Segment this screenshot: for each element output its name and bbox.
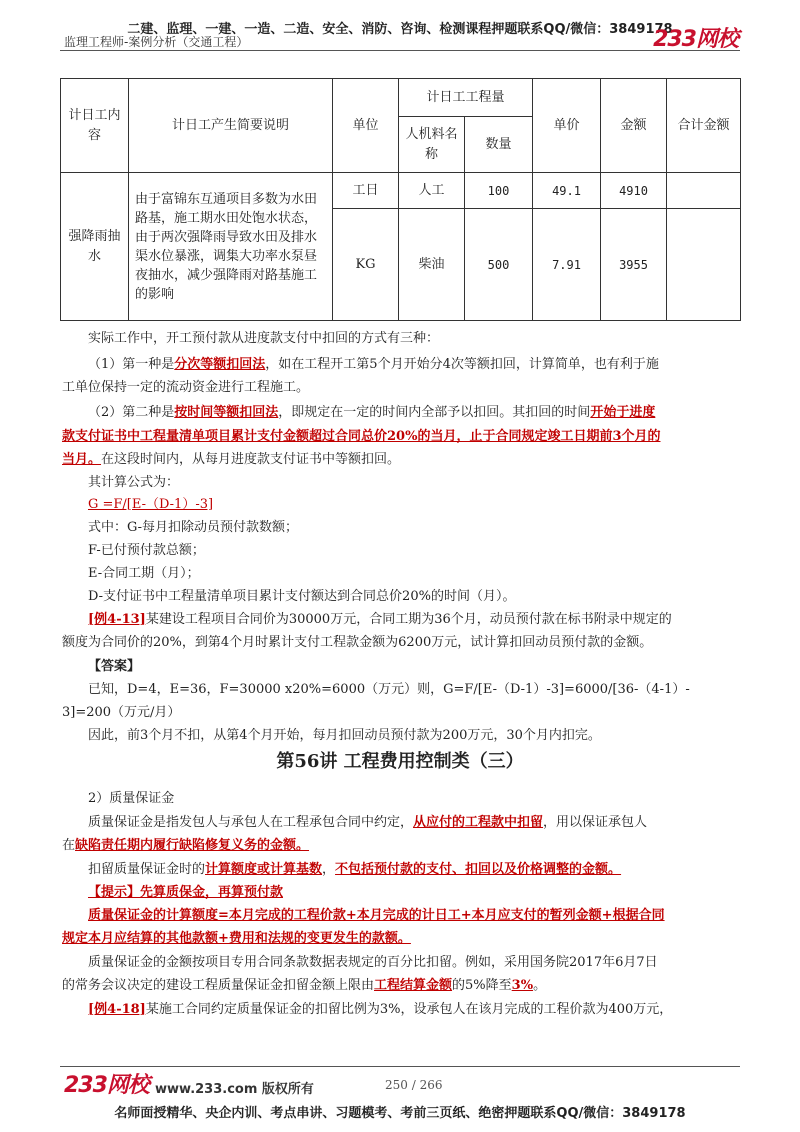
formula-def-f: F-已付预付款总额； [88,543,205,558]
cell-content: 强降雨抽水 [61,173,129,321]
paragraph-retention-rate-cont: 的常务会议决定的建设工程质量保证金扣留金额上限由工程结算金额的5%降至3%。 [62,978,547,993]
header-amount: 金额 [601,79,667,173]
paragraph-retention-rate: 质量保证金的金额按项目专用合同条款数据表规定的百分比扣留。例如，采用国务院2017年6月7日 [88,955,658,970]
paragraph-intro: 实际工作中，开工预付款从进度款支付中扣回的方式有三种： [88,331,440,346]
header-description: 计日工产生简要说明 [129,79,333,173]
table-row [61,173,741,209]
formula-def-g: 式中：G-每月扣除动员预付款数额； [88,520,299,535]
cell-unit-price: 49.1 [533,173,601,209]
formula-def-d: D-支付证书中工程量清单项目累计支付额达到合同总价20%的时间（月）。 [88,589,516,604]
paragraph-retention-def-cont: 在缺陷责任期内履行缺陷修复义务的金额。 [62,838,310,853]
cell-unit: KG [333,209,399,321]
header-item-name: 人机料名称 [399,117,465,173]
footer-divider [60,1066,740,1067]
paragraph-retention-def: 质量保证金是指发包人与承包人在工程承包合同中约定，从应付的工程款中扣留，用以保证承包人 [88,815,648,830]
paragraph-retention-basis: 扣留质量保证金时的计算额度或计算基数，不包括预付款的支付、扣回以及价格调整的金额。 [88,862,622,877]
header-unit: 单位 [333,79,399,173]
cell-quantity: 500 [465,209,533,321]
lecture-title: 第56讲 工程费用控制类（三） [276,751,524,772]
cell-quantity: 100 [465,173,533,209]
formula-retention-cont: 规定本月应结算的其他款额+费用和法规的变更发生的款额。 [62,931,411,946]
cell-item-name: 人工 [399,173,465,209]
formula: G =F/[E-（D-1）-3] [88,497,214,512]
formula-retention: 质量保证金的计算额度=本月完成的工程价款+本月完成的计日工+本月应支付的暂列金额+根据合同 [88,908,665,923]
paragraph-method-2-end: 当月。在这段时间内，从每月进度款支付证书中等额扣回。 [62,452,401,467]
header-total: 合计金额 [667,79,741,173]
answer-line-2: 3]=200（万元/月） [62,705,181,720]
header-divider [60,50,740,51]
header-content: 计日工内容 [61,79,129,173]
paragraph-method-1-cont: 工单位保持一定的流动资金进行工程施工。 [62,380,310,395]
example-4-13: [例4-13]某建设工程项目合同价为30000万元，合同工期为36个月，动员预付款在标书附录中规定的 [88,612,672,627]
cell-unit-price: 7.91 [533,209,601,321]
cell-amount: 4910 [601,173,667,209]
answer-line-1: 已知，D=4，E=36，F=30000 x20%=6000（万元）则，G=F/[E-（D-1）-3]=6000/[36-（4-1）- [88,682,690,697]
cell-unit: 工日 [333,173,399,209]
formula-intro: 其计算公式为： [88,475,180,490]
cell-item-name: 柴油 [399,209,465,321]
document-subtitle: 监理工程师-案例分析（交通工程） [64,35,249,49]
dayworks-table [60,78,741,321]
page-number: 250 / 266 [385,1078,443,1092]
brand-logo: 233网校 [653,27,738,52]
section-heading: 2）质量保证金 [88,791,175,806]
footer-url[interactable]: www.233.com 版权所有 [155,1082,314,1097]
cell-total [667,173,741,209]
paragraph-method-2-cont: 款支付证书中工程量清单项目累计支付金额超过合同总价20%的当月，止于合同规定竣工日期前3个月的 [62,429,661,444]
header-contact-line: 二建、监理、一建、一造、二造、安全、消防、咨询、检测课程押题联系QQ/微信：3849178 [127,22,673,37]
header-quantity: 数量 [465,117,533,173]
answer-line-3: 因此，前3个月不扣，从第4个月开始，每月扣回动员预付款为200万元，30个月内扣完。 [88,728,601,743]
cell-description: 由于富锦东互通项目多数为水田路基，施工期水田处饱水状态，由于两次强降雨导致水田及排水渠水位暴涨，调集大功率水泵昼夜抽水，减少强降雨对路基施工的影响 [129,173,333,321]
example-4-13-cont: 额度为合同价的20%，到第4个月时累计支付工程款金额为6200万元，试计算扣回动员预付款的金额。 [62,635,653,650]
paragraph-method-1: （1）第一种是分次等额扣回法，如在工程开工第5个月开始分4次等额扣回，计算简单，也有利于施 [88,357,659,372]
footer-contact-line: 名师面授精华、央企内训、考点串讲、习题模考、考前三页纸、绝密押题联系QQ/微信：3849178 [114,1106,686,1121]
example-4-18: [例4-18]某施工合同约定质量保证金的扣留比例为3%，设承包人在该月完成的工程价款为400万元， [88,1002,673,1017]
cell-total [667,209,741,321]
paragraph-method-2: （2）第二种是按时间等额扣回法，即规定在一定的时间内全部予以扣回。其扣回的时间开始于进度 [88,405,656,420]
answer-heading: 【答案】 [88,659,141,674]
header-quantity-group: 计日工工程量 [399,79,533,117]
header-unit-price: 单价 [533,79,601,173]
tip: 【提示】先算质保金，再算预付款 [88,885,284,900]
formula-def-e: E-合同工期（月）； [88,566,200,581]
footer-logo: 233网校 [64,1073,149,1098]
cell-amount: 3955 [601,209,667,321]
